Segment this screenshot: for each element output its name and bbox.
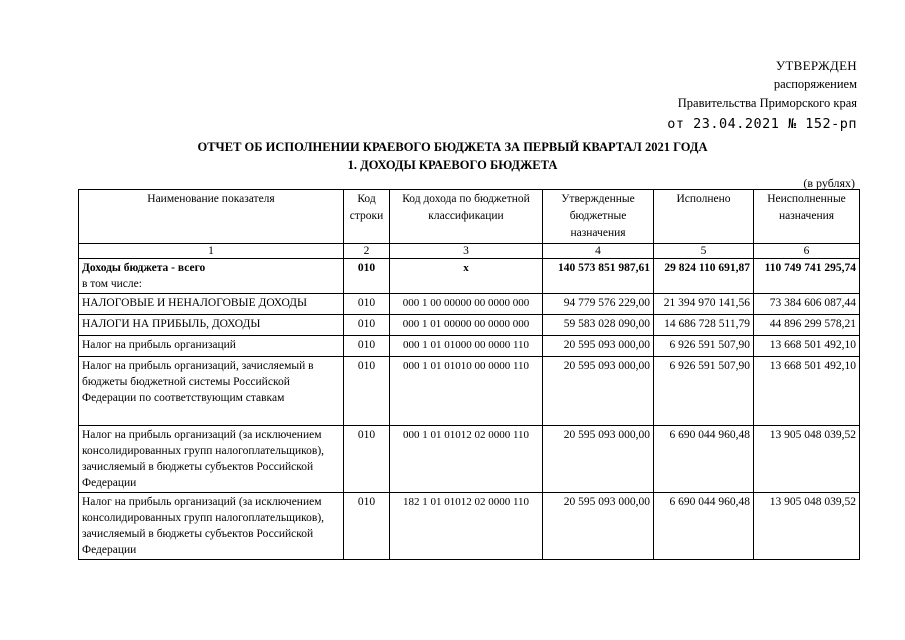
row-income-code: 000 1 00 00000 00 0000 000 <box>390 294 543 315</box>
row-unexecuted: 44 896 299 578,21 <box>754 315 860 336</box>
row-executed: 14 686 728 511,79 <box>654 315 754 336</box>
row-unexecuted: 73 384 606 087,44 <box>754 294 860 315</box>
table-row <box>79 426 860 493</box>
table-row <box>79 294 860 315</box>
total-name: Доходы бюджета - всего <box>82 262 206 274</box>
total-executed: 29 824 110 691,87 <box>654 259 754 294</box>
table-row <box>79 315 860 336</box>
header-executed: Исполнено <box>654 190 754 244</box>
row-name: НАЛОГОВЫЕ И НЕНАЛОГОВЫЕ ДОХОДЫ <box>79 294 344 315</box>
approval-title: УТВЕРЖДЕН <box>775 58 857 73</box>
row-executed: 6 690 044 960,48 <box>654 493 754 560</box>
table-header-row <box>79 190 860 244</box>
total-income-code: x <box>390 259 543 294</box>
total-code-row: 010 <box>344 259 390 294</box>
table-row <box>79 493 860 560</box>
approval-date-number: от 23.04.2021 № 152-рп <box>667 116 857 132</box>
total-row <box>79 259 860 294</box>
total-subtitle: в том числе: <box>82 278 142 290</box>
column-numbers-row <box>79 244 860 259</box>
row-executed: 6 926 591 507,90 <box>654 336 754 357</box>
approval-order: распоряжением <box>773 77 857 91</box>
report-title: ОТЧЕТ ОБ ИСПОЛНЕНИИ КРАЕВОГО БЮДЖЕТА ЗА ПЕРВЫЙ КВАРТАЛ 2021 ГОДА <box>197 140 708 154</box>
column-number: 1 <box>79 244 344 259</box>
row-approved: 59 583 028 090,00 <box>543 315 654 336</box>
approval-authority: Правительства Приморского края <box>677 96 857 110</box>
table-row <box>79 357 860 426</box>
row-approved: 20 595 093 000,00 <box>543 426 654 493</box>
column-number: 4 <box>543 244 654 259</box>
row-income-code: 182 1 01 01012 02 0000 110 <box>390 493 543 560</box>
row-approved: 20 595 093 000,00 <box>543 357 654 426</box>
header-code-row: Код строки <box>344 190 390 244</box>
row-code-row: 010 <box>344 315 390 336</box>
row-name: Налог на прибыль организаций (за исключением консолидированных групп налогоплательщиков), зачисляемый в бюджеты субъектов Российской Федерации <box>79 426 344 493</box>
row-code-row: 010 <box>344 336 390 357</box>
row-income-code: 000 1 01 01010 00 0000 110 <box>390 357 543 426</box>
income-table <box>78 189 860 560</box>
row-name: Налог на прибыль организаций, зачисляемый в бюджеты бюджетной системы Российской Федерации по соответствующим ставкам <box>79 357 344 426</box>
row-executed: 21 394 970 141,56 <box>654 294 754 315</box>
total-approved: 140 573 851 987,61 <box>543 259 654 294</box>
total-unexecuted: 110 749 741 295,74 <box>754 259 860 294</box>
row-income-code: 000 1 01 00000 00 0000 000 <box>390 315 543 336</box>
table-row <box>79 336 860 357</box>
header-unexecuted: Неисполненные назначения <box>754 190 860 244</box>
row-executed: 6 926 591 507,90 <box>654 357 754 426</box>
row-unexecuted: 13 668 501 492,10 <box>754 336 860 357</box>
approval-stamp <box>667 56 857 134</box>
row-approved: 20 595 093 000,00 <box>543 336 654 357</box>
column-number: 3 <box>390 244 543 259</box>
total-name-cell <box>79 259 344 294</box>
row-name: Налог на прибыль организаций (за исключением консолидированных групп налогоплательщиков), зачисляемый в бюджеты субъектов Российской Федерации <box>79 493 344 560</box>
header-name: Наименование показателя <box>79 190 344 244</box>
row-unexecuted: 13 668 501 492,10 <box>754 357 860 426</box>
row-code-row: 010 <box>344 426 390 493</box>
column-number: 6 <box>754 244 860 259</box>
row-name: Налог на прибыль организаций <box>79 336 344 357</box>
row-income-code: 000 1 01 01000 00 0000 110 <box>390 336 543 357</box>
row-unexecuted: 13 905 048 039,52 <box>754 426 860 493</box>
column-number: 2 <box>344 244 390 259</box>
unit-label: (в рублях) <box>803 176 855 190</box>
row-income-code: 000 1 01 01012 02 0000 110 <box>390 426 543 493</box>
row-code-row: 010 <box>344 357 390 426</box>
section-title: 1. ДОХОДЫ КРАЕВОГО БЮДЖЕТА <box>347 158 558 172</box>
row-approved: 20 595 093 000,00 <box>543 493 654 560</box>
row-unexecuted: 13 905 048 039,52 <box>754 493 860 560</box>
row-executed: 6 690 044 960,48 <box>654 426 754 493</box>
row-name: НАЛОГИ НА ПРИБЫЛЬ, ДОХОДЫ <box>79 315 344 336</box>
row-code-row: 010 <box>344 493 390 560</box>
header-income-code: Код дохода по бюджетной классификации <box>390 190 543 244</box>
column-number: 5 <box>654 244 754 259</box>
row-approved: 94 779 576 229,00 <box>543 294 654 315</box>
row-code-row: 010 <box>344 294 390 315</box>
header-approved: Утвержденные бюджетные назначения <box>543 190 654 244</box>
